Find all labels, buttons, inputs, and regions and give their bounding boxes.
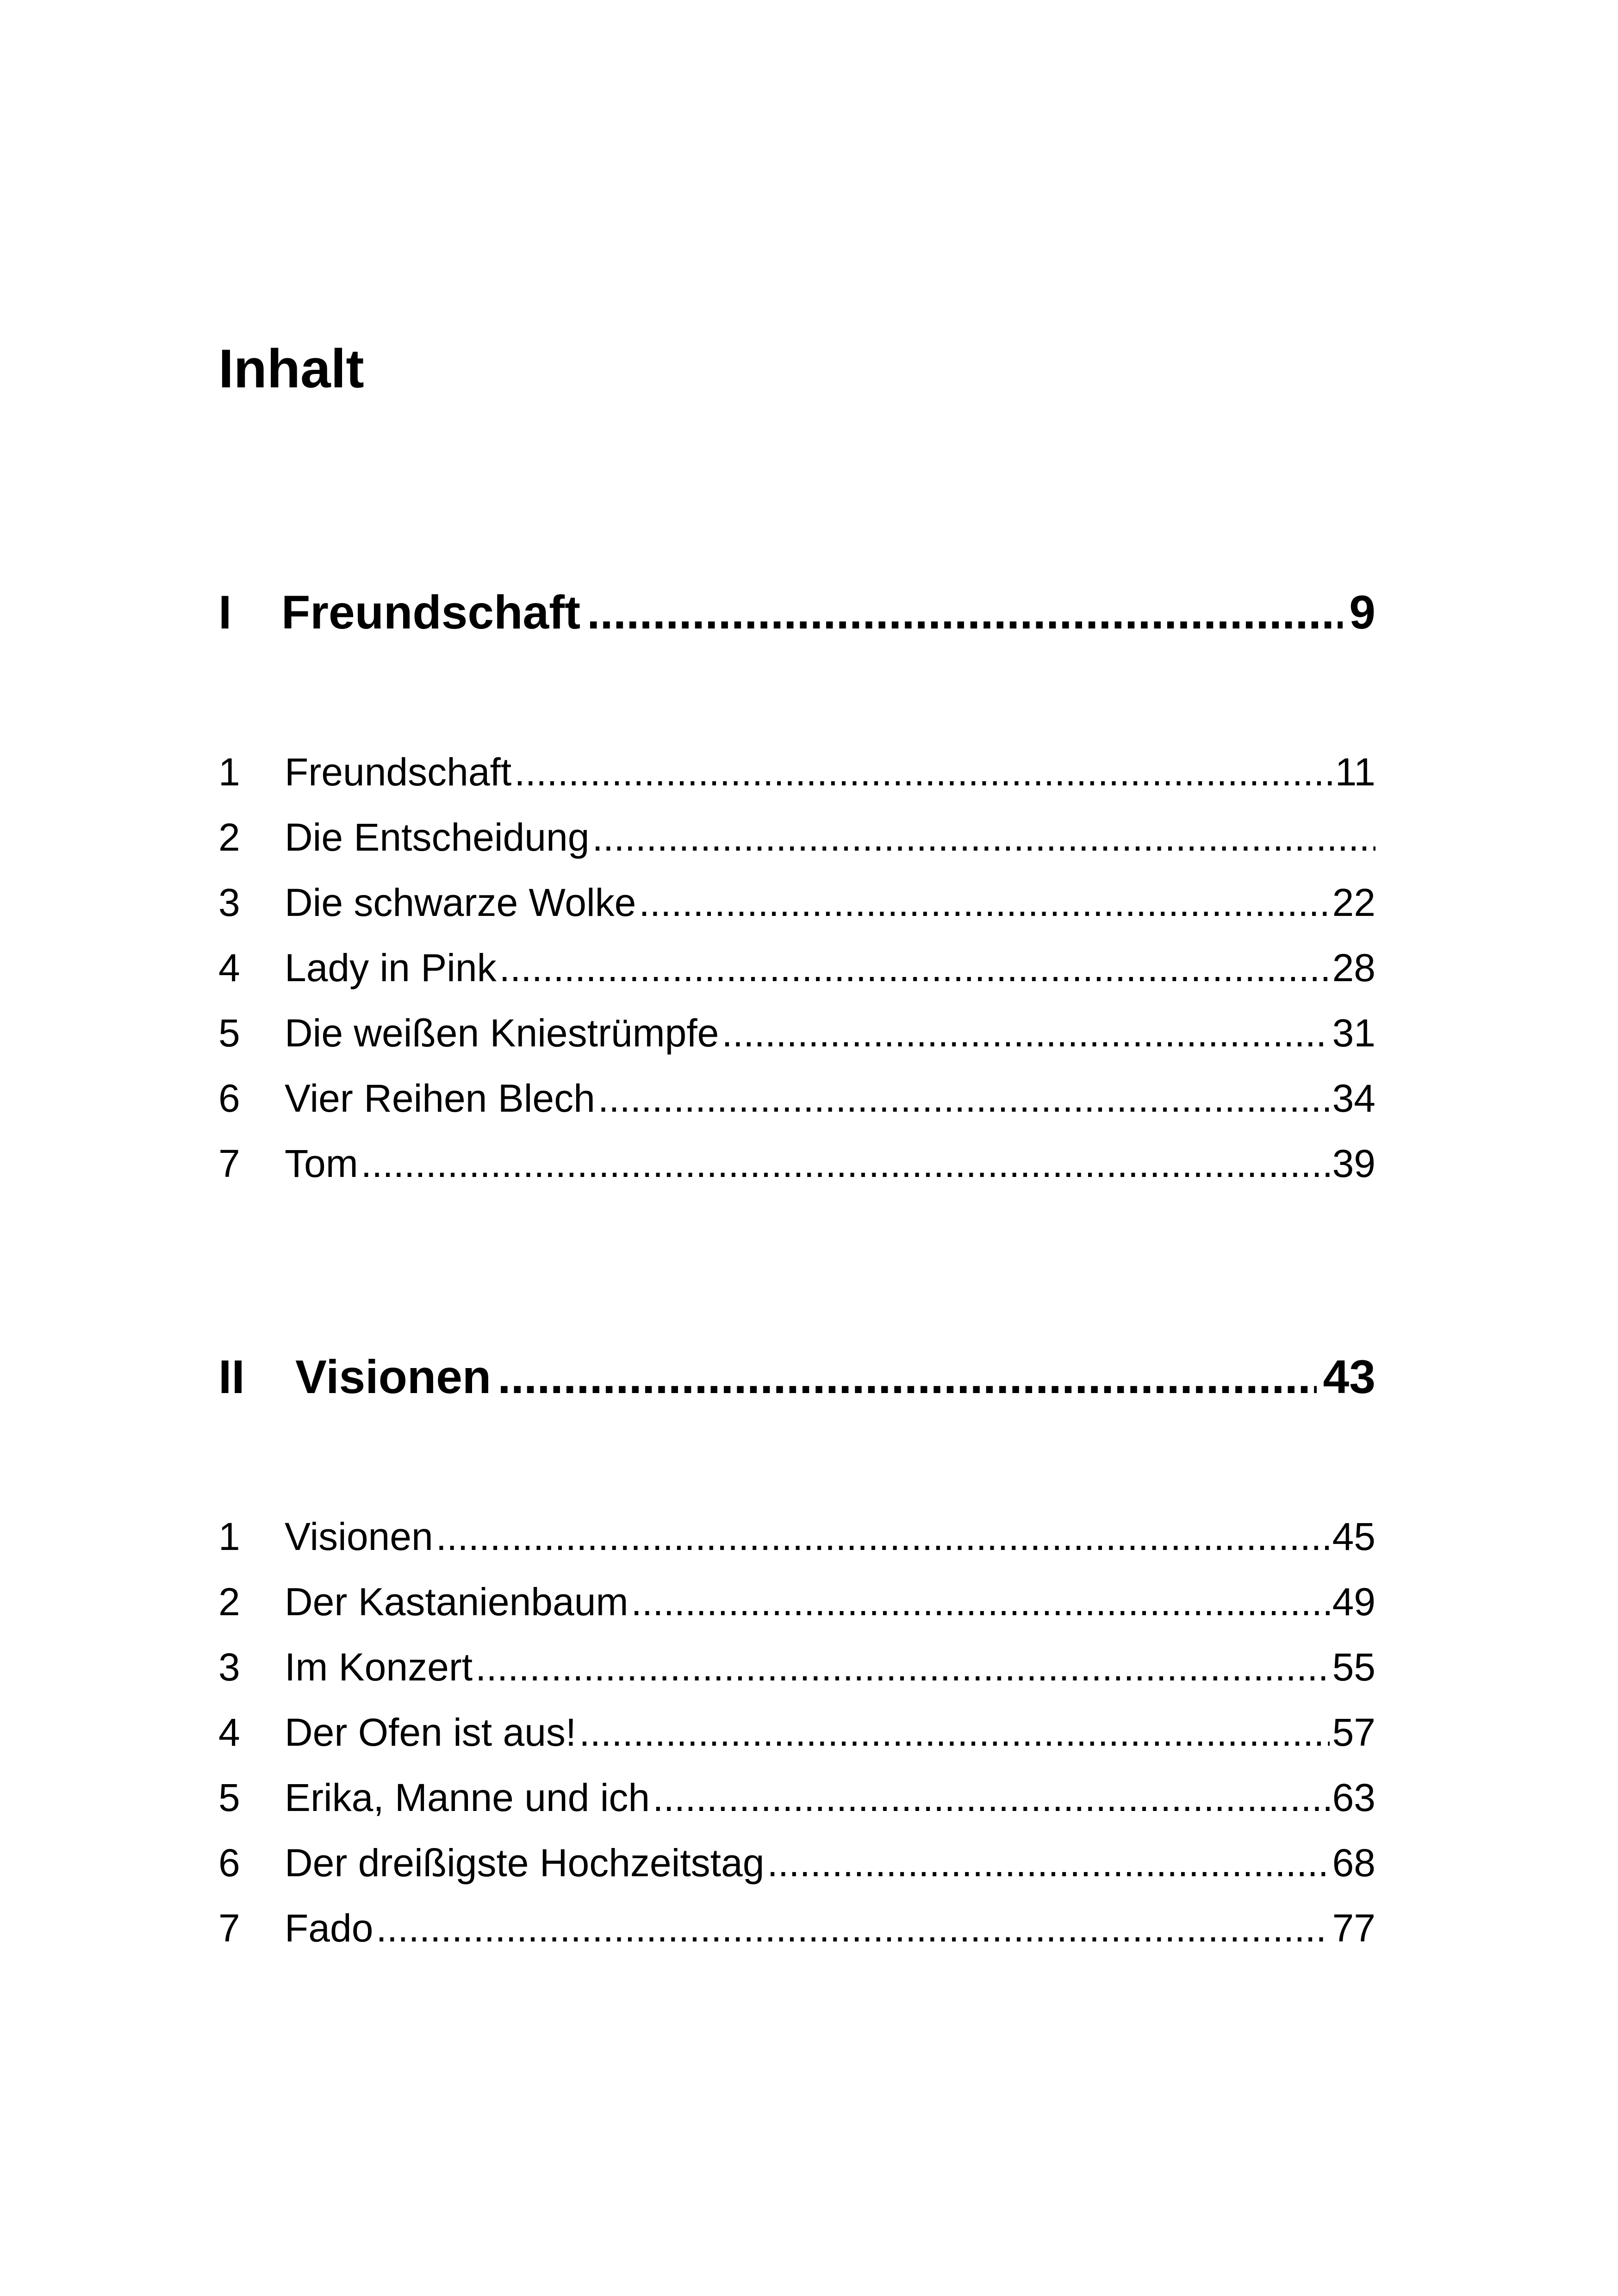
chapter-number: 1 bbox=[218, 1515, 240, 1558]
dot-leader bbox=[767, 1830, 1329, 1896]
toc-entry[interactable] bbox=[218, 1001, 1375, 1066]
chapter-page-number: 39 bbox=[1332, 1142, 1375, 1185]
toc-entry[interactable] bbox=[218, 1635, 1375, 1700]
toc-entry[interactable] bbox=[218, 870, 1375, 935]
dot-leader bbox=[587, 578, 1343, 647]
chapter-title: Die weißen Kniestrümpfe bbox=[285, 1011, 719, 1055]
chapter-page-number: 34 bbox=[1332, 1076, 1375, 1120]
chapter-number: 6 bbox=[218, 1076, 240, 1120]
chapter-page-number: 77 bbox=[1332, 1906, 1375, 1950]
chapter-title: Die schwarze Wolke bbox=[285, 881, 636, 924]
dot-leader bbox=[639, 870, 1329, 935]
chapter-title: Vier Reihen Blech bbox=[285, 1076, 595, 1120]
chapter-title: Im Konzert bbox=[285, 1645, 473, 1689]
dot-leader bbox=[722, 1001, 1329, 1066]
chapter-list bbox=[218, 1504, 1375, 1961]
chapter-page-number: 11 bbox=[1335, 750, 1375, 794]
chapter-page-number: 31 bbox=[1332, 1011, 1375, 1055]
dot-leader bbox=[653, 1765, 1329, 1830]
chapter-number: 3 bbox=[218, 881, 240, 924]
dot-leader bbox=[514, 740, 1332, 805]
part-title: Visionen bbox=[295, 1350, 492, 1403]
chapter-page-number: 57 bbox=[1332, 1711, 1375, 1754]
chapter-number: 5 bbox=[218, 1011, 240, 1055]
chapter-title: Der Ofen ist aus! bbox=[285, 1711, 577, 1754]
toc-part-2 bbox=[218, 1342, 1375, 1961]
chapter-number: 7 bbox=[218, 1142, 240, 1185]
chapter-number: 2 bbox=[218, 1580, 240, 1624]
chapter-page-number: 45 bbox=[1332, 1515, 1375, 1558]
dot-leader bbox=[631, 1569, 1329, 1635]
chapter-title: Fado bbox=[285, 1906, 373, 1950]
chapter-number: 1 bbox=[218, 750, 240, 794]
dot-leader bbox=[475, 1635, 1329, 1700]
chapter-title: Tom bbox=[285, 1142, 358, 1185]
chapter-title: Visionen bbox=[285, 1515, 433, 1558]
chapter-number: 4 bbox=[218, 1711, 240, 1754]
dot-leader bbox=[579, 1700, 1329, 1765]
page-title: Inhalt bbox=[218, 338, 364, 399]
toc-entry[interactable] bbox=[218, 805, 1375, 870]
chapter-page-number: 49 bbox=[1332, 1580, 1375, 1624]
part-page-number: 43 bbox=[1323, 1350, 1375, 1403]
dot-leader bbox=[592, 805, 1375, 870]
toc-entry[interactable] bbox=[218, 1066, 1375, 1131]
dot-leader bbox=[598, 1066, 1330, 1131]
chapter-number: 2 bbox=[218, 815, 240, 859]
chapter-title: Lady in Pink bbox=[285, 946, 497, 989]
part-page-number: 9 bbox=[1349, 586, 1375, 639]
chapter-number: 3 bbox=[218, 1645, 240, 1689]
chapter-title: Der dreißigste Hochzeitstag bbox=[285, 1841, 765, 1885]
chapter-page-number: 22 bbox=[1332, 881, 1375, 924]
chapter-page-number: 68 bbox=[1332, 1841, 1375, 1885]
chapter-title: Der Kastanienbaum bbox=[285, 1580, 629, 1624]
part-title: Freundschaft bbox=[281, 586, 581, 639]
dot-leader bbox=[376, 1896, 1329, 1961]
toc-entry[interactable] bbox=[218, 1131, 1375, 1196]
toc-entry[interactable] bbox=[218, 1830, 1375, 1896]
toc-entry[interactable] bbox=[218, 740, 1375, 805]
chapter-number: 5 bbox=[218, 1776, 240, 1819]
dot-leader bbox=[361, 1131, 1330, 1196]
dot-leader bbox=[499, 935, 1330, 1001]
part-number: II bbox=[218, 1350, 245, 1403]
toc-entry[interactable] bbox=[218, 1765, 1375, 1830]
chapter-title: Freundschaft bbox=[285, 750, 512, 794]
dot-leader bbox=[498, 1342, 1316, 1412]
chapter-number: 6 bbox=[218, 1841, 240, 1885]
dot-leader bbox=[436, 1504, 1330, 1569]
part-number: I bbox=[218, 586, 232, 639]
chapter-title: Die Entscheidung bbox=[285, 815, 590, 859]
toc-entry[interactable] bbox=[218, 1569, 1375, 1635]
chapter-number: 4 bbox=[218, 946, 240, 989]
toc-part-1 bbox=[218, 578, 1375, 1196]
toc-entry[interactable] bbox=[218, 1504, 1375, 1569]
chapter-page-number: 28 bbox=[1332, 946, 1375, 989]
chapter-page-number: 55 bbox=[1332, 1645, 1375, 1689]
part-heading[interactable] bbox=[218, 578, 1375, 647]
toc-entry[interactable] bbox=[218, 1700, 1375, 1765]
toc-entry[interactable] bbox=[218, 935, 1375, 1001]
part-heading[interactable] bbox=[218, 1342, 1375, 1412]
chapter-number: 7 bbox=[218, 1906, 240, 1950]
chapter-title: Erika, Manne und ich bbox=[285, 1776, 650, 1819]
chapter-list bbox=[218, 740, 1375, 1196]
chapter-page-number: 63 bbox=[1332, 1776, 1375, 1819]
toc-entry[interactable] bbox=[218, 1896, 1375, 1961]
